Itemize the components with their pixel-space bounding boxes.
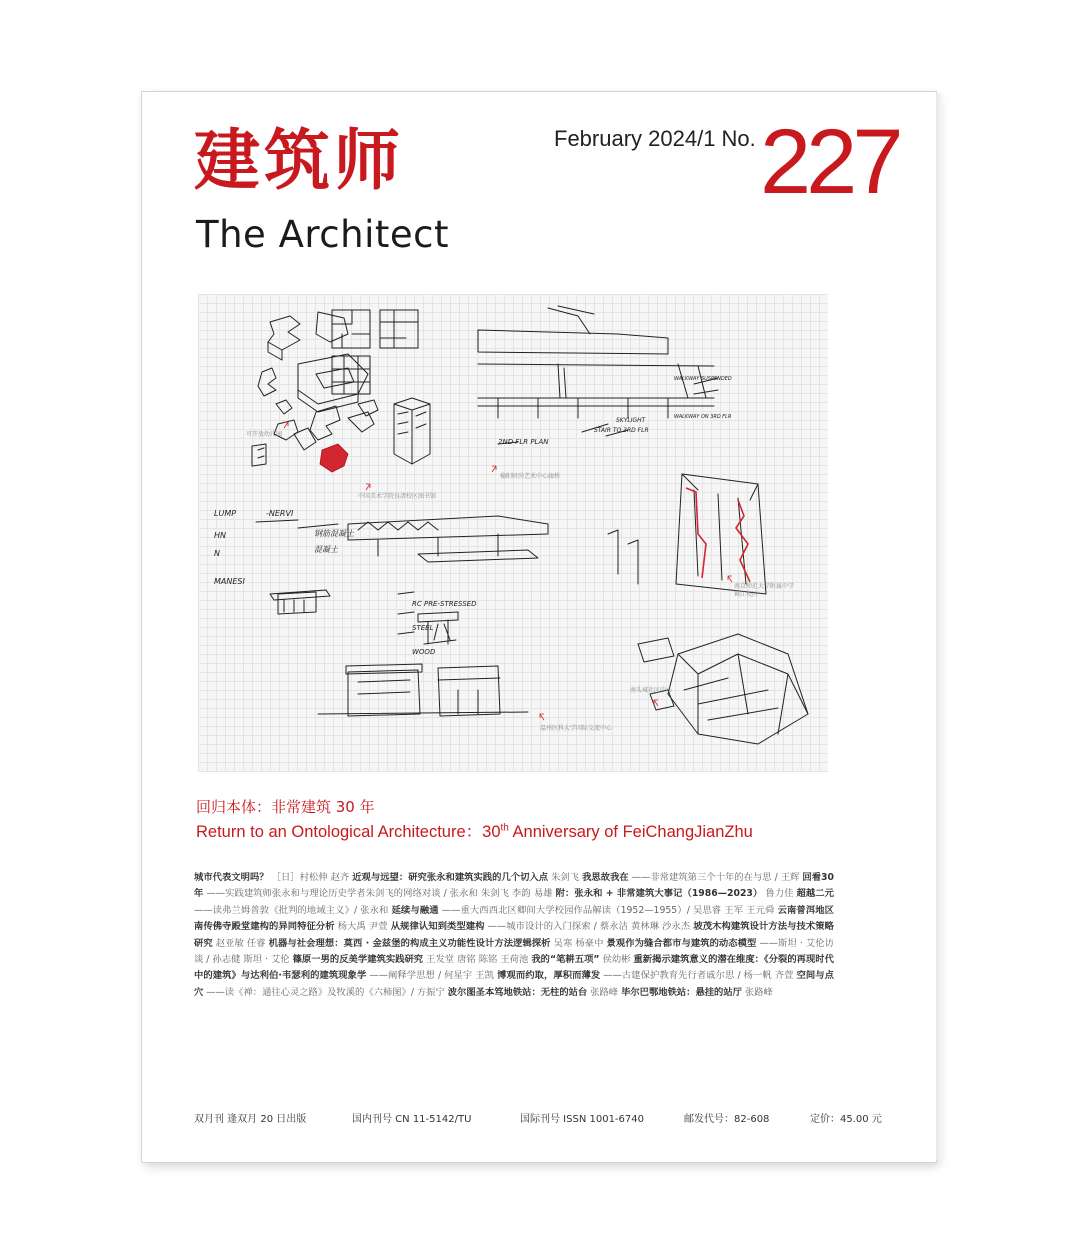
toc-item-title: 我思故我在 [582, 872, 629, 883]
toc-item-title: 景观作为缝合都市与建筑的动态模型 [606, 937, 757, 949]
toc-item-author: 侯幼彬 [602, 954, 631, 966]
postal-code: 邮发代号：82-608 [684, 1114, 770, 1125]
theme-en-sup: th [500, 822, 509, 834]
caption-wenzhou: 温州医科大学国际交流中心 [540, 725, 613, 732]
masthead-title-cn: 建筑师 [194, 122, 404, 199]
note-n: N [214, 549, 220, 558]
note-2nd-floor-plan: 2ND FLR PLAN [498, 438, 549, 446]
toc-item-title: 近观与远望：研究张永和建筑实践的几个切入点 [352, 872, 549, 883]
toc-item [621, 987, 773, 998]
toc-item-title: 超越二元 [796, 888, 834, 900]
note-manesi: MANESI [214, 577, 245, 586]
magazine-cover [142, 92, 936, 1162]
sketch-kindergarten [258, 312, 368, 414]
toc-item-title: 云南普洱地区南传佛寺殿堂建构的异同特征分析 [194, 904, 834, 933]
toc-item-title: 我的“笔耕五项” [531, 954, 600, 966]
note-skylight: SKYLIGHT [616, 417, 646, 424]
domestic-serial-number: 国内刊号 CN 11-5142/TU [352, 1114, 472, 1125]
toc-item-author: ——阐释学思想 / 何星宇 王凯 [369, 970, 495, 982]
toc-item [448, 987, 618, 998]
toc-item-title: 回看30年 [194, 872, 834, 900]
toc-item-author: 吴寒 杨豪中 [553, 937, 604, 949]
caption-zhenjiang: 镇江校区 [734, 591, 759, 598]
theme-title-en [196, 818, 753, 842]
toc-item-author: ——非常建筑第三个十年的在与思 / 王辉 [631, 872, 800, 883]
caption-kindergarten: 可开放幼儿园 [246, 431, 283, 438]
toc-item [293, 954, 529, 965]
sketch-illustration [198, 294, 828, 772]
toc-item-title: 坡茂木构建筑设计方法与技术策略研究 [194, 921, 834, 949]
toc-item-author: ［日］村松伸 赵齐 [271, 872, 350, 883]
toc-item-title: 延续与融通 [391, 904, 439, 916]
note-walkway-suspended: WALKWAY SUSPENDED [674, 376, 732, 382]
toc-item [497, 970, 793, 981]
note-rc: RC PRE-STRESSED [412, 600, 477, 608]
toc-item-author: ——读《禅：通往心灵之路》及牧溪的《六柿图》/ 方振宁 [206, 986, 445, 998]
toc-item-title: 篠原一男的反美学建筑实践研究 [292, 954, 424, 966]
toc-item-title: 空间与点穴 [194, 970, 834, 998]
note-wood: WOOD [412, 648, 436, 656]
caption-nantou: 南头城社区中心 [630, 687, 673, 694]
price: 定价：45.00 元 [810, 1114, 882, 1125]
note-lump: LUMP [214, 509, 237, 518]
toc-item-author: 朱剑飞 [551, 872, 580, 883]
note-steel: STEEL [412, 624, 434, 632]
note-cn-1: 钢筋混凝土 [314, 529, 354, 538]
toc-item-title: 重新揭示建筑意义的潜在维度：《分裂的再现时代中的建筑》与达利伯·韦瑟利的建筑现象学 [194, 954, 834, 982]
note-stair: STAIR TO 3RD FLR [594, 427, 649, 434]
toc-item [531, 954, 630, 965]
sketch-school-plan [608, 474, 766, 594]
caption-art-academy: 中国美术学院良渚校区图书馆 [358, 493, 437, 500]
toc-item-author: 张路峰 [590, 986, 619, 998]
sketch-plan-diagrams [332, 310, 430, 464]
toc-item-author: ——古建保护教育先行者戚尔思 / 杨一帆 齐萱 [603, 970, 794, 982]
toc-item [582, 872, 799, 883]
toc-item-title: 博观而约取，厚积而薄发 [497, 970, 601, 982]
note-hn: HN [214, 531, 226, 540]
toc-item-author: ——斯坦 · 艾伦访谈 / 孙志健 斯坦 · 艾伦 [194, 937, 834, 966]
toc-item [352, 872, 579, 883]
sketch-truss-bridge [256, 516, 548, 562]
toc-item-title: 附：张永和 + 非常建筑大事记（1986—2023） [555, 888, 763, 900]
toc-item-author: 王发堂 唐铭 陈铭 王荷池 [426, 954, 529, 966]
sketch-structure-studies [270, 590, 458, 644]
issue-date: February 2024/1 No. [554, 126, 756, 151]
toc-item-title: 波尔图圣本笃地铁站：无柱的站台 [447, 986, 588, 998]
sketch-drawings [198, 294, 828, 772]
table-of-contents [194, 870, 834, 1001]
theme-en-main: Return to an Ontological Architecture：30 [196, 823, 501, 841]
toc-item-title: 从规律认知到类型建构 [390, 921, 485, 933]
toc-item-title: 城市代表文明吗？ [194, 872, 269, 883]
toc-item-author: 张路峰 [744, 986, 773, 998]
toc-item-title: 机器与社会理想：莫西 · 金兹堡的构成主义功能性设计方法逻辑探析 [268, 937, 551, 949]
sketch-section-bridge [478, 306, 718, 444]
toc-item-author: 鲁力佳 [765, 888, 794, 900]
note-walkway-3rd: WALKWAY ON 3RD FLR [674, 414, 732, 420]
toc-item-author: ——读弗兰姆普敦《批判的地域主义》/ 张永和 [194, 904, 389, 916]
issn-number: 国际刊号 ISSN 1001-6740 [520, 1114, 644, 1125]
caption-yuyang: 榆阳时尚艺术中心廊桥 [500, 473, 561, 480]
toc-item-author: 杨大禹 尹萱 [337, 921, 388, 933]
toc-item [391, 921, 691, 932]
toc-item [392, 905, 775, 916]
toc-item [556, 888, 794, 899]
note-nervi: -NERVI [266, 509, 294, 518]
toc-item [269, 938, 604, 949]
sketch-building-elevations [318, 664, 528, 716]
masthead-title-en: The Architect [196, 213, 449, 256]
toc-item-author: ——实践建筑师张永和与理论历史学者朱剑飞的网络对谈 / 张永和 朱剑飞 李韵 易雄 [206, 888, 553, 900]
toc-item-author: ——城市设计的入门探索 / 蔡永洁 黄林琳 沙永杰 [487, 921, 691, 933]
issue-number: 227 [760, 111, 899, 213]
sketch-red-block [320, 444, 348, 472]
toc-item-author: ——重大西西北区卿间大学校园作品解读（1952—1955）/ 吴思睿 王军 王元舜 [441, 904, 775, 916]
toc-item-title: 毕尔巴鄂地铁站：悬挂的站厅 [621, 986, 742, 998]
sketch-arrows [284, 422, 732, 720]
note-cn-2: 混凝土 [314, 545, 338, 554]
cover-spine [936, 94, 942, 1160]
theme-title-cn: 回归本体：非常建筑 30 年 [196, 798, 375, 816]
toc-item-author: 赵亚敏 任睿 [215, 937, 266, 949]
theme-en-tail: Anniversary of FeiChangJianZhu [508, 823, 753, 841]
publication-frequency: 双月刊 逢双月 20 日出版 [194, 1114, 307, 1125]
caption-nanjing-school: 南京师范大学附属中学 [734, 583, 795, 590]
toc-item [194, 872, 349, 883]
